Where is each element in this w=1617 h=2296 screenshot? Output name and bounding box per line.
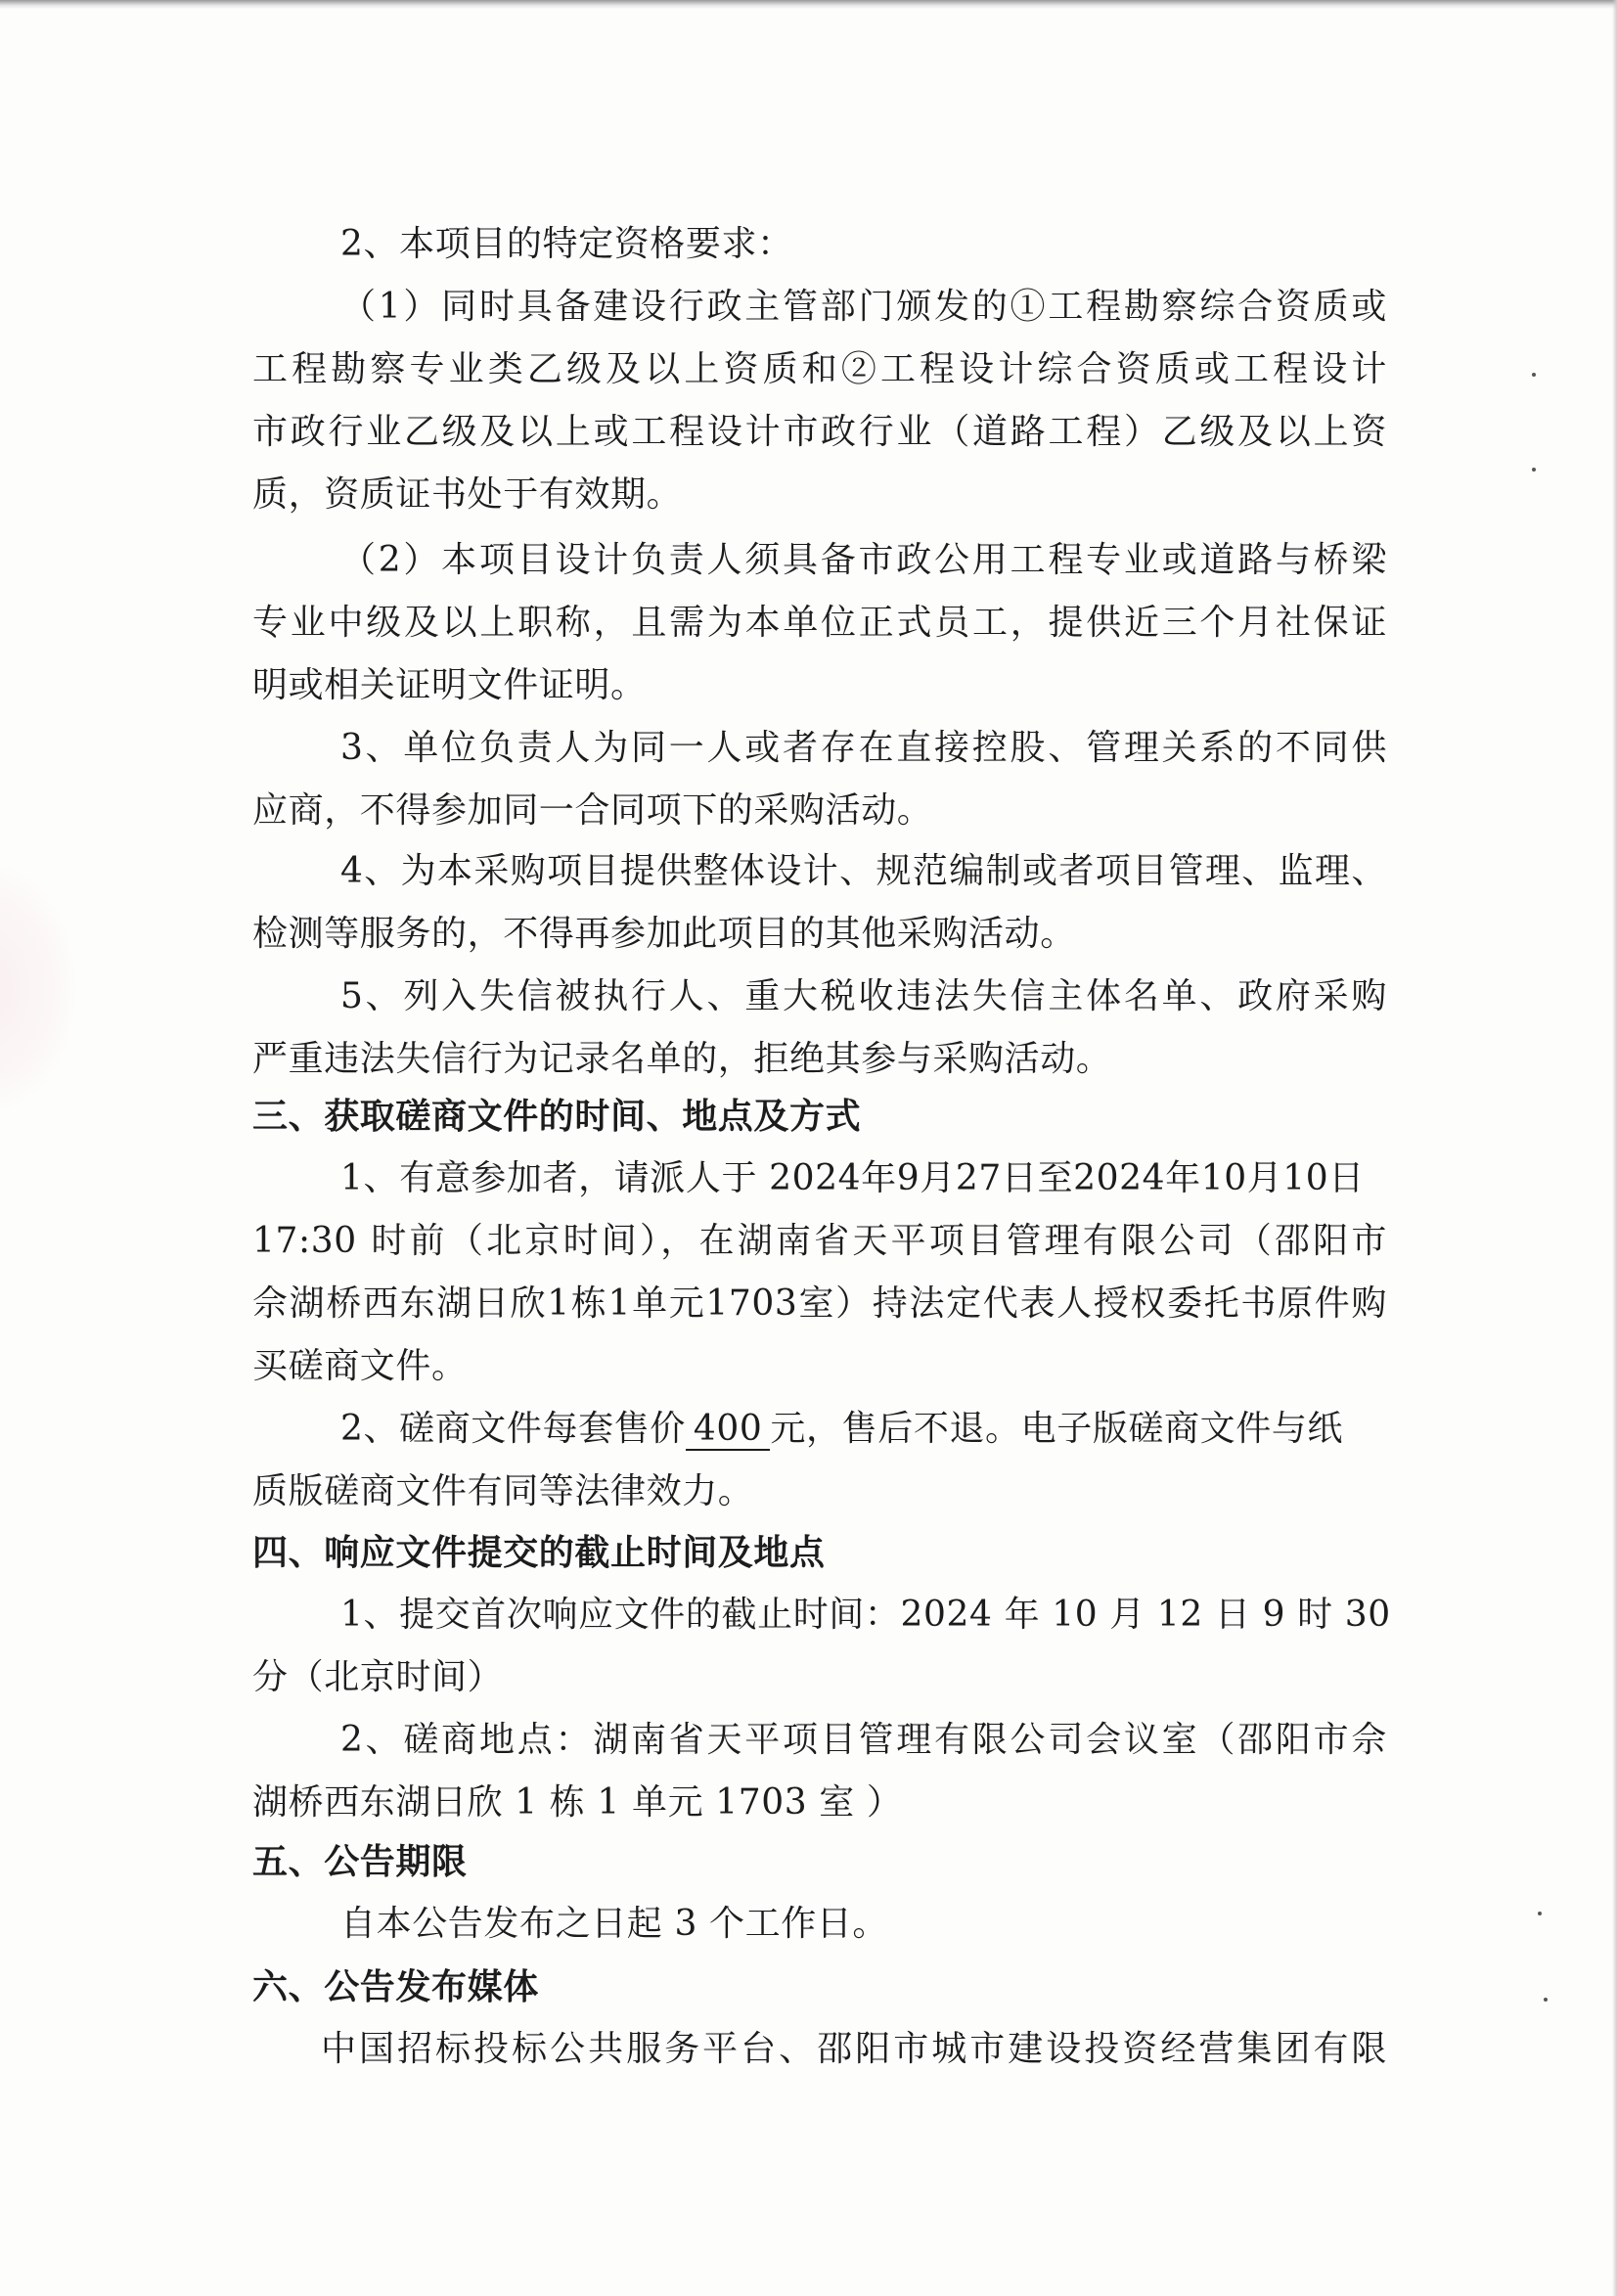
paragraph-line: 1、提交首次响应文件的截止时间：2024 年 10 月 12 日 9 时 30 xyxy=(340,1595,1391,1635)
section-heading: 三、获取磋商文件的时间、地点及方式 xyxy=(252,1096,862,1137)
section-heading: 五、公告期限 xyxy=(252,1841,468,1882)
paragraph-line: 质，资质证书处于有效期。 xyxy=(252,474,683,515)
paragraph-line: 中国招标投标公共服务平台、邵阳市城市建设投资经营集团有限 xyxy=(321,2029,1387,2069)
paragraph-line: 2、磋商地点：湖南省天平项目管理有限公司会议室（邵阳市佘 xyxy=(340,1720,1387,1760)
paragraph-line: 专业中级及以上职称，且需为本单位正式员工，提供近三个月社保证 xyxy=(252,603,1387,643)
price-value: 400 xyxy=(686,1410,771,1451)
paragraph-line: 严重违法失信行为记录名单的，拒绝其参与采购活动。 xyxy=(252,1039,1112,1079)
section-heading: 四、响应文件提交的截止时间及地点 xyxy=(252,1532,826,1573)
paragraph-line: （2）本项目设计负责人须具备市政公用工程专业或道路与桥梁 xyxy=(340,540,1387,580)
price-note: 元，售后不退。电子版磋商文件与纸 xyxy=(770,1409,1344,1449)
price-label: 2、磋商文件每套售价 xyxy=(340,1409,686,1449)
paragraph-line: 17:30 时前（北京时间），在湖南省天平项目管理有限公司（邵阳市 xyxy=(252,1221,1387,1261)
paragraph-line: 4、为本采购项目提供整体设计、规范编制或者项目管理、监理、 xyxy=(340,851,1387,891)
paragraph-line: 市政行业乙级及以上或工程设计市政行业（道路工程）乙级及以上资 xyxy=(252,412,1387,452)
paragraph-line: 分（北京时间） xyxy=(252,1657,504,1697)
paragraph-line: 应商，不得参加同一合同项下的采购活动。 xyxy=(252,790,933,831)
paragraph-line: 2、本项目的特定资格要求： xyxy=(340,224,793,264)
paragraph-line: 工程勘察专业类乙级及以上资质和②工程设计综合资质或工程设计 xyxy=(252,349,1387,389)
paragraph-line: 1、有意参加者，请派人于 2024年9月27日至2024年10月10日 xyxy=(340,1158,1365,1198)
paragraph-line: 检测等服务的，不得再参加此项目的其他采购活动。 xyxy=(252,914,1076,954)
paragraph-line: 质版磋商文件有同等法律效力。 xyxy=(252,1471,754,1511)
section-heading: 六、公告发布媒体 xyxy=(252,1966,539,2007)
paragraph-line: 明或相关证明文件证明。 xyxy=(252,665,647,705)
paragraph-line: 3、单位负责人为同一人或者存在直接控股、管理关系的不同供 xyxy=(340,728,1387,768)
paragraph-line: 湖桥西东湖日欣 1 栋 1 单元 1703 室 ） xyxy=(252,1782,903,1823)
paragraph-line: （1）同时具备建设行政主管部门颁发的①工程勘察综合资质或 xyxy=(340,287,1387,327)
paragraph-line: 佘湖桥西东湖日欣1栋1单元1703室）持法定代表人授权委托书原件购 xyxy=(252,1283,1387,1324)
paragraph-line xyxy=(340,1406,1387,1453)
paragraph-line: 5、列入失信被执行人、重大税收违法失信主体名单、政府采购 xyxy=(340,976,1387,1016)
paragraph-line: 自本公告发布之日起 3 个工作日。 xyxy=(340,1904,888,1944)
paragraph-line: 买磋商文件。 xyxy=(252,1346,468,1386)
